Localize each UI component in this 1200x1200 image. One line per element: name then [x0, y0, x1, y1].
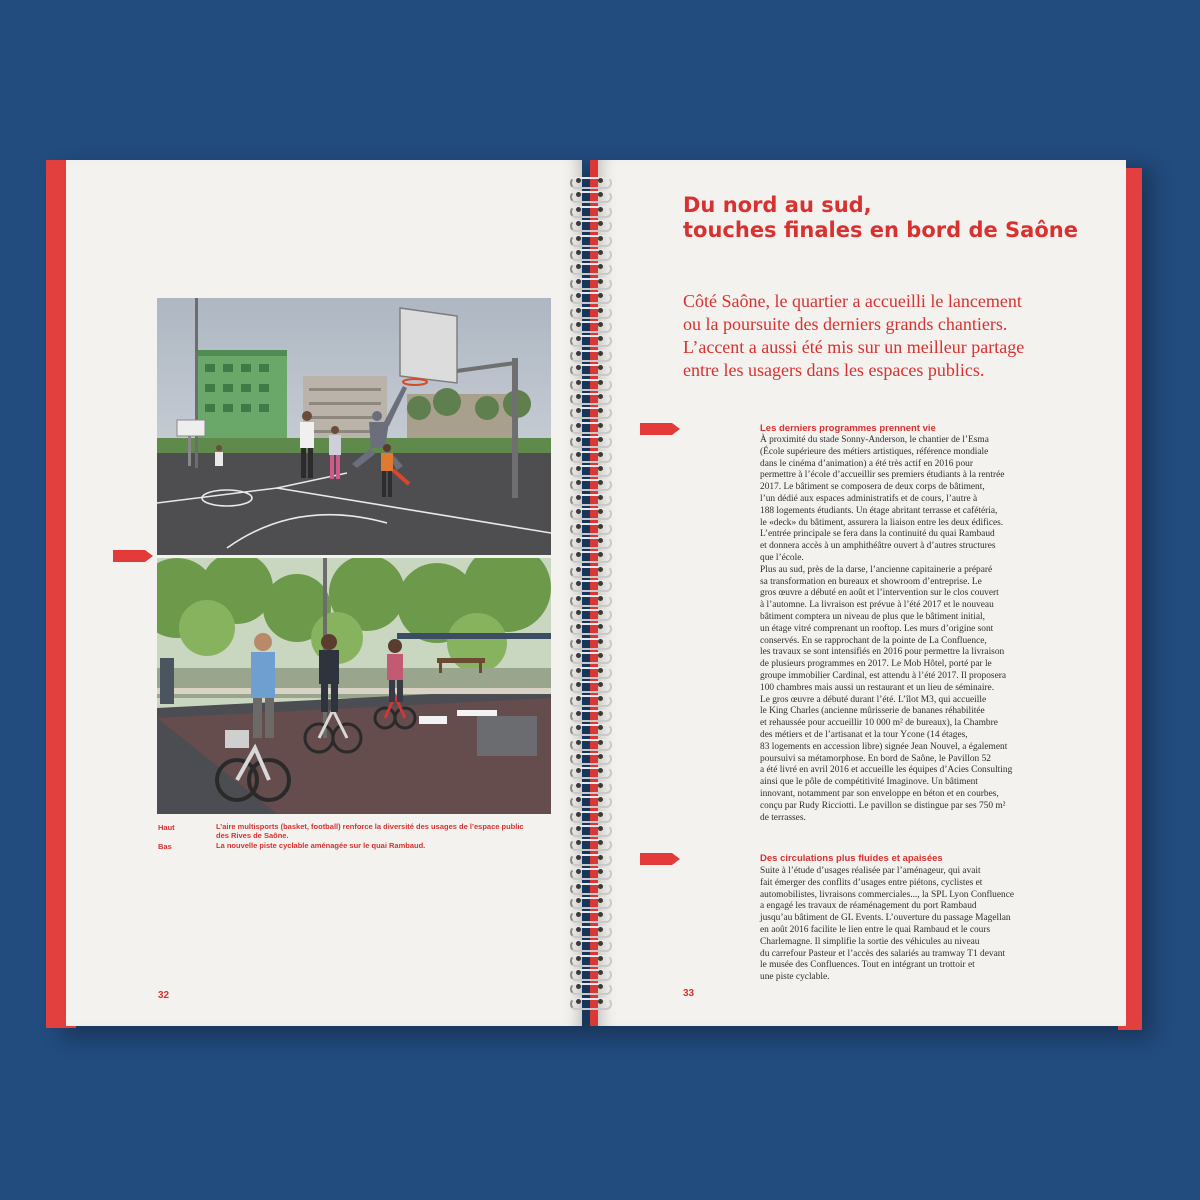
body-line: en août 2016 facilite le lien entre le quai Rambaud et le cours — [760, 924, 991, 935]
body-line: Suite à l’étude d’usages réalisée par l’aménageur, qui avait — [760, 866, 981, 876]
spiral-coil — [566, 752, 612, 763]
body-line: 83 logements en accession libre) signée Jean Nouvel, a également — [760, 741, 1008, 752]
spiral-coil — [566, 824, 612, 835]
body-line: dans le cinéma d’animation) a été très actif en 2016 pour — [760, 458, 973, 469]
body-line: le musée des Confluences. Tout en intégrant un trottoir et — [760, 960, 975, 971]
body-line: de terrasses. — [760, 812, 806, 823]
spiral-coil — [566, 810, 612, 821]
spiral-coil — [566, 277, 612, 288]
page-number-right: 33 — [683, 988, 695, 999]
spiral-coil — [566, 694, 612, 705]
lead-line: Côté Saône, le quartier a accueilli le lancement — [683, 291, 1022, 311]
spiral-coil — [566, 550, 612, 561]
body-line: gros œuvre a débuté en août et l’intervention sur le clos couvert — [760, 588, 999, 599]
spiral-coil — [566, 882, 612, 893]
caption-top-line-1: L’aire multisports (basket, football) renforce la diversité des usages de l’espace public — [216, 822, 524, 831]
spiral-coil — [566, 954, 612, 965]
spiral-coil — [566, 493, 612, 504]
body-line: a engagé les travaux de réaménagement du port Rambaud — [760, 901, 977, 912]
body-line: automobilistes, livraisons commerciales..., la SPL Lyon Confluence — [760, 889, 1015, 900]
spiral-coil — [566, 176, 612, 187]
lead-line: L’accent a aussi été mis sur un meilleur partage — [683, 337, 1025, 357]
body-line: 100 chambres mais aussi un restaurant et un lieu de séminaire. — [760, 682, 995, 693]
spiral-coil — [566, 666, 612, 677]
spiral-coil — [566, 867, 612, 878]
spiral-coil — [566, 219, 612, 230]
spiral-coil — [566, 896, 612, 907]
lead-paragraph — [683, 290, 1083, 382]
body-line: Plus au sud, près de la darse, l’ancienne capitainerie a préparé — [760, 564, 993, 575]
body-line: À proximité du stade Sonny-Anderson, le chantier de l’Esma — [760, 435, 989, 445]
spiral-coil — [566, 766, 612, 777]
body-line: du carrefour Pasteur et l’accès des salariés au tramway T1 devant — [760, 948, 1006, 959]
spiral-coil — [566, 392, 612, 403]
spiral-coil — [566, 594, 612, 605]
body-line: une piste cyclable. — [760, 972, 830, 983]
spiral-coil — [566, 536, 612, 547]
spiral-coil — [566, 781, 612, 792]
body-line: conçu par Rudy Ricciotti. Le pavillon se distingue par ses 750 m² — [760, 800, 1006, 811]
spiral-coil — [566, 349, 612, 360]
spiral-coil — [566, 464, 612, 475]
body-line: Le gros œuvre a débuté durant l’été. L’îlot M3, qui accueille — [760, 694, 987, 705]
body-line: permettre à l’école d’accueillir ses premiers étudiants à la rentrée — [760, 470, 1005, 481]
spiral-coil — [566, 925, 612, 936]
spiral-coil — [566, 910, 612, 921]
bike-lane-photo — [157, 558, 551, 814]
body-line: innovant, notamment par son enveloppe en béton et en courbes, — [760, 788, 999, 799]
caption-key-top: Haut — [158, 823, 175, 832]
body-line: (École supérieure des métiers artistiques, référence mondiale — [760, 446, 989, 457]
spiral-coil — [566, 939, 612, 950]
spiral-coil — [566, 262, 612, 273]
section-marker-arrow — [640, 853, 680, 865]
body-line: fait émerger des conflits d’usages entre piétons, cyclistes et — [760, 877, 983, 888]
body-line: a été livré en avril 2016 et accueille les équipes d’Acies Consulting — [760, 765, 1013, 776]
spiral-coil — [566, 723, 612, 734]
spiral-coil — [566, 997, 612, 1008]
body-line: L’entrée principale se fera dans la continuité du quai Rambaud — [760, 529, 995, 540]
caption-top — [216, 822, 524, 840]
spiral-coil — [566, 190, 612, 201]
spiral-coil — [566, 795, 612, 806]
spiral-coil — [566, 306, 612, 317]
body-line: à l’automne. La livraison est prévue à l’été 2017 et le nouveau — [760, 600, 994, 611]
lead-line: ou la poursuite des derniers grands chantiers. — [683, 314, 1008, 334]
spiral-coil — [566, 622, 612, 633]
photo-marker-arrow — [113, 550, 153, 562]
spiral-coil — [566, 435, 612, 446]
spiral-coil — [566, 291, 612, 302]
page-title — [683, 193, 1103, 243]
spiral-coil — [566, 709, 612, 720]
section-heading-circulations: Des circulations plus fluides et apaisées — [760, 853, 943, 864]
spiral-coil — [566, 234, 612, 245]
body-line: jusqu’au bâtiment de GL Events. L’ouverture du passage Magellan — [760, 913, 1011, 924]
spiral-coil — [566, 608, 612, 619]
spiral-coil — [566, 968, 612, 979]
basketball-court-photo — [157, 298, 551, 555]
section-marker-arrow — [640, 423, 680, 435]
lead-line: entre les usagers dans les espaces publics. — [683, 360, 985, 380]
spiral-coil — [566, 579, 612, 590]
spiral-coil — [566, 838, 612, 849]
spiral-coil — [566, 507, 612, 518]
page-number-left: 32 — [158, 990, 170, 1001]
body-line: groupe immobilier Cardinal, est attendu à l’été 2017. Il proposera — [760, 670, 1007, 681]
body-line: Charlemagne. Il simplifie la sortie des véhicules au niveau — [760, 936, 980, 947]
spiral-coil — [566, 378, 612, 389]
section-body-circulations — [760, 866, 1060, 984]
spiral-coil — [566, 406, 612, 417]
spiral-coil — [566, 421, 612, 432]
body-line: et donnera accès à un amphithéâtre ouvert à d’autres structures — [760, 541, 996, 552]
page-title-line-1: Du nord au sud, — [683, 193, 872, 217]
section-heading-programmes: Les derniers programmes prennent vie — [760, 423, 936, 434]
body-line: 188 logements étudiants. Un étage abritant terrasse et cafétéria, — [760, 505, 998, 516]
spiral-coil — [566, 248, 612, 259]
body-line: conservés. En se rapprochant de la pointe de La Confluence, — [760, 635, 987, 646]
caption-top-line-2: des Rives de Saône. — [216, 831, 289, 840]
body-line: que l’école. — [760, 552, 804, 563]
caption-bottom — [216, 841, 425, 850]
body-line: le «deck» du bâtiment, assurera la liaison entre les deux édifices. — [760, 517, 1004, 528]
spiral-coil — [566, 651, 612, 662]
body-line: un étage vitré comprenant un rooftop. Les murs d’origine sont — [760, 623, 994, 634]
spiral-coil — [566, 982, 612, 993]
spiral-coil — [566, 565, 612, 576]
body-line: poursuivi sa métamorphose. En bord de Saône, le Pavillon 52 — [760, 753, 991, 764]
spiral-coil — [566, 363, 612, 374]
body-line: l’un dédié aux espaces administratifs et de cours, l’autre à — [760, 493, 978, 504]
spiral-coil — [566, 522, 612, 533]
body-line: de plusieurs programmes en 2017. Le Mob Hôtel, porté par le — [760, 659, 992, 670]
body-line: ainsi que le pôle de compétitivité Imaginove. Un bâtiment — [760, 777, 978, 788]
spiral-coil — [566, 680, 612, 691]
body-line: 2017. Le bâtiment se composera de deux corps de bâtiment, — [760, 482, 985, 493]
body-line: les travaux se sont intensifiés en 2016 pour permettre la livraison — [760, 647, 1005, 658]
body-line: et rehaussée pour accueillir 10 000 m² de bureaux), la Chambre — [760, 718, 998, 729]
page-title-line-2: touches finales en bord de Saône — [683, 218, 1078, 242]
spiral-coil — [566, 320, 612, 331]
body-line: des métiers et de l’artisanat et la tour Ycone (14 étages, — [760, 729, 968, 740]
caption-key-bottom: Bas — [158, 842, 172, 851]
spiral-coil — [566, 637, 612, 648]
body-line: le King Charles (ancienne mûrisserie de bananes réhabilitée — [760, 706, 985, 717]
spiral-coil — [566, 334, 612, 345]
caption-bottom-line-1: La nouvelle piste cyclable aménagée sur le quai Rambaud. — [216, 841, 426, 850]
spiral-coil — [566, 450, 612, 461]
spiral-binding — [566, 176, 616, 1016]
spiral-coil — [566, 205, 612, 216]
section-body-programmes — [760, 435, 1060, 824]
body-line: bâtiment comptera un niveau de plus que le bâtiment initial, — [760, 611, 985, 622]
body-line: sa transformation en bureaux et showroom d’entreprise. Le — [760, 576, 982, 587]
spiral-coil — [566, 478, 612, 489]
spiral-coil — [566, 853, 612, 864]
spiral-coil — [566, 738, 612, 749]
